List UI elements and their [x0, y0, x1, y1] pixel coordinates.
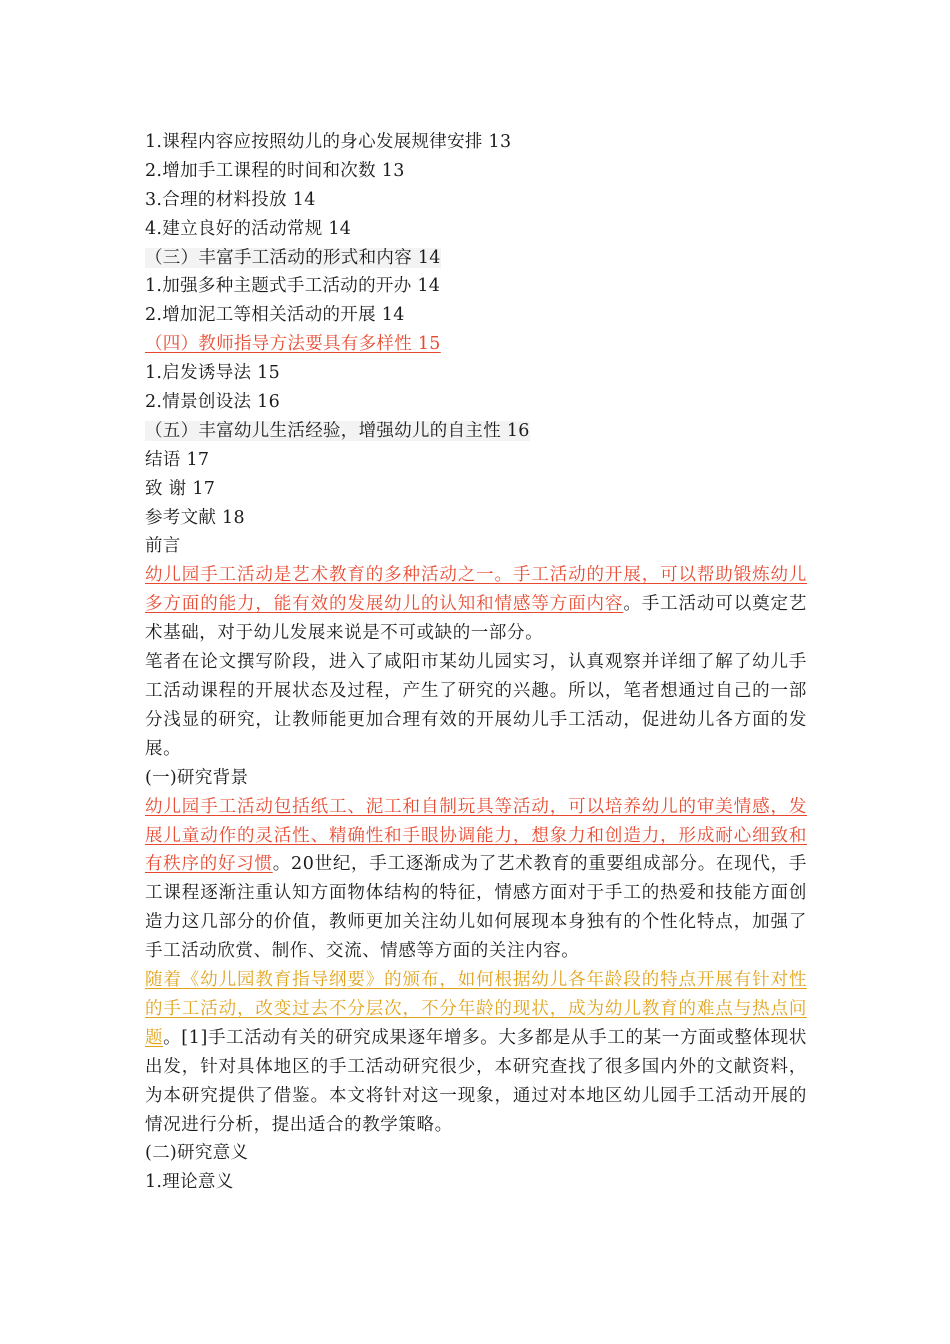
toc-section-text: （四）教师指导方法要具有多样性 15 — [145, 334, 441, 355]
toc-line: 4.建立良好的活动常规 14 — [145, 218, 352, 239]
background-paragraph-1 — [145, 793, 807, 966]
toc-line-highlighted — [145, 330, 815, 359]
section-heading-preface: 前言 — [145, 536, 181, 557]
toc-line: 参考文献 18 — [145, 507, 245, 528]
toc-line: 1.课程内容应按照幼儿的身心发展规律安排 13 — [145, 132, 512, 152]
toc-line — [145, 417, 815, 446]
highlighted-text: 幼儿园手工活动是艺术教育的多种活动之一。手工活动的开展，可以帮助锻炼幼儿多方面的能力，能有效的发展幼儿的认知和情感等方面内容 — [145, 565, 807, 615]
section-heading-significance: (二)研究意义 — [145, 1143, 249, 1164]
paragraph-text: 。手工活动可以奠定艺术基础，对于幼儿发展来说是不可或缺的一部分。 — [145, 594, 807, 644]
subsection-heading: 1.理论意义 — [145, 1172, 234, 1193]
preface-paragraph-2: 笔者在论文撰写阶段，进入了咸阳市某幼儿园实习，认真观察并详细了解了幼儿手工活动课程的开展状态及过程，产生了研究的兴趣。所以，笔者想通过自己的一部分浅显的研究，让教师能更加合理有效的开展幼儿手工活动，促进幼儿各方面的发展。 — [145, 652, 807, 759]
toc-line: 1.加强多种主题式手工活动的开办 14 — [145, 276, 441, 297]
section-heading-background: (一)研究背景 — [145, 767, 249, 788]
toc-line: 结语 17 — [145, 449, 210, 470]
paragraph-text: 。20世纪，手工逐渐成为了艺术教育的重要组成部分。在现代，手工课程逐渐注重认知方面物体结构的特征，情感方面对于手工的热爱和技能方面创造力这几部分的价值，教师更加关注幼儿如何展现本身独有的个性化特点，加强了手工活动欣赏、制作、交流、情感等方面的关注内容。 — [145, 854, 808, 962]
toc-line — [145, 244, 815, 273]
toc-line: 致 谢 17 — [145, 478, 216, 499]
toc-line: 2.情景创设法 16 — [145, 392, 281, 413]
toc-line: 3.合理的材料投放 14 — [145, 189, 316, 210]
highlighted-text: 幼儿园手工活动包括纸工、泥工和自制玩具等活动，可以培养幼儿的审美情感，发展儿童动作的灵活性、精确性和手眼协调能力，想象力和创造力，形成耐心细致和有秩序的好习惯 — [145, 796, 807, 875]
toc-section-text: （三）丰富手工活动的形式和内容 14 — [145, 247, 441, 268]
highlighted-text: 随着《幼儿园教育指导纲要》的颁布，如何根据幼儿各年龄段的特点开展有针对性的手工活动，改变过去不分层次，不分年龄的现状，成为幼儿教育的难点与热点问题 — [145, 970, 807, 1048]
toc-line: 2.增加手工课程的时间和次数 13 — [145, 160, 405, 181]
preface-paragraph-1 — [145, 561, 807, 648]
toc-line: 1.启发诱导法 15 — [145, 363, 281, 384]
document-page — [145, 128, 815, 1197]
paragraph-text: 。[1]手工活动有关的研究成果逐年增多。大多都是从手工的某一方面或整体现状出发，针对具体地区的手工活动研究很少，本研究查找了很多国内外的文献资料，为本研究提供了借鉴。本文将针对这一现象，通过对本地区幼儿园手工活动开展的情况进行分析，提出适合的教学策略。 — [145, 1027, 807, 1135]
background-paragraph-2 — [145, 966, 807, 1139]
toc-line: 2.增加泥工等相关活动的开展 14 — [145, 305, 405, 326]
toc-section-text: （五）丰富幼儿生活经验，增强幼儿的自主性 16 — [145, 420, 530, 441]
